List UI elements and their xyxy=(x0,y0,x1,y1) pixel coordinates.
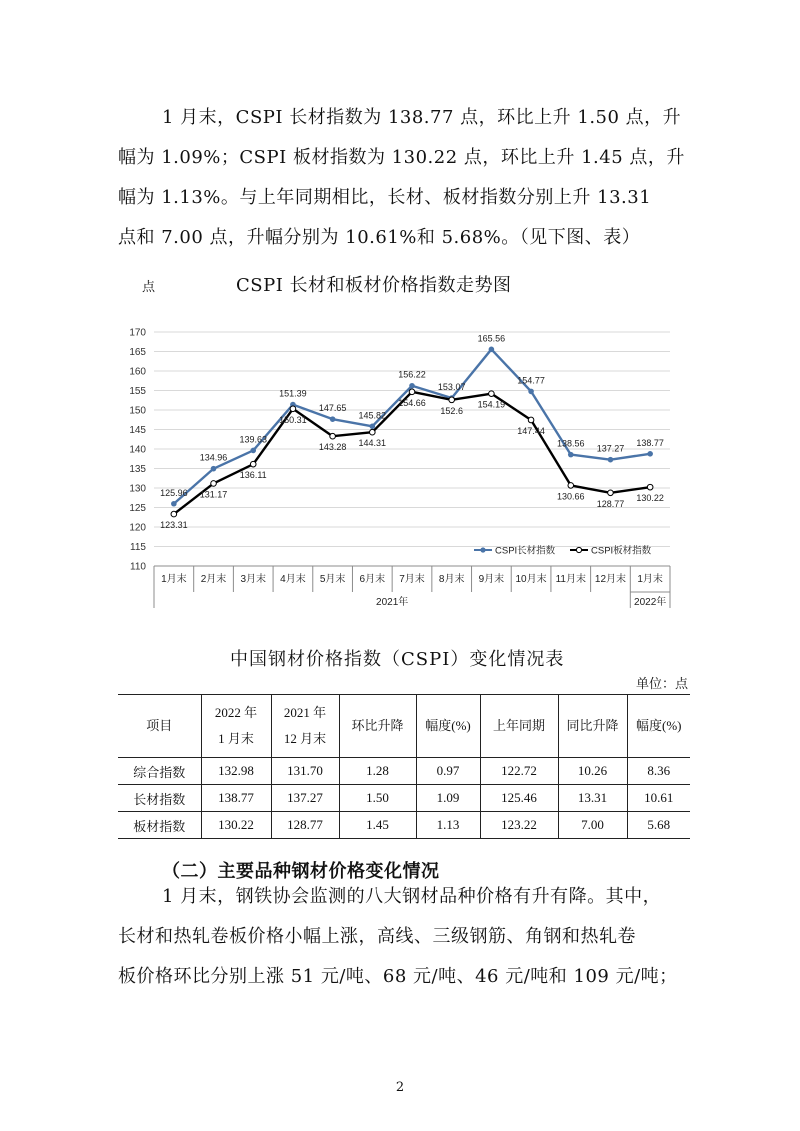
table-cell: 综合指数 xyxy=(118,758,201,785)
y-tick-label: 135 xyxy=(129,464,146,475)
table-cell: 0.97 xyxy=(416,758,480,785)
x-tick-label: 1月末 xyxy=(161,574,187,585)
data-point-long-products xyxy=(489,347,495,353)
header-2021-dec xyxy=(271,695,339,758)
y-tick-label: 155 xyxy=(129,386,146,397)
y-tick-label: 115 xyxy=(130,542,146,553)
header-line: 12 月末 xyxy=(283,731,327,746)
data-point-flat-products xyxy=(171,511,177,517)
data-point-flat-products xyxy=(250,461,256,467)
chart-title: CSPI 长材和板材价格指数走势图 xyxy=(236,275,512,296)
paragraph-line: 点和 7.00 点，升幅分别为 10.61%和 5.68%。（见下图、表） xyxy=(118,227,641,248)
data-label-long-products: 154.77 xyxy=(517,375,545,386)
header-mom-pct: 幅度(%) xyxy=(416,695,480,758)
data-label-long-products: 138.56 xyxy=(557,438,585,449)
y-tick-label: 130 xyxy=(129,483,146,495)
x-tick-label: 7月末 xyxy=(399,574,425,585)
table-cell: 板材指数 xyxy=(118,812,201,839)
data-label-flat-products: 130.66 xyxy=(557,491,585,502)
data-point-flat-products xyxy=(370,429,376,435)
header-last-year: 上年同期 xyxy=(480,695,558,758)
y-tick-label: 140 xyxy=(129,444,146,456)
data-point-long-products xyxy=(330,416,336,422)
table-cell: 13.31 xyxy=(558,785,627,812)
y-tick-label: 125 xyxy=(129,503,146,514)
x-tick-label: 8月末 xyxy=(438,574,465,585)
table-cell: 137.27 xyxy=(271,785,339,812)
table-cell: 10.61 xyxy=(627,785,690,812)
table-cell: 132.98 xyxy=(201,758,271,785)
cspi-table xyxy=(118,694,690,839)
header-line: 2021 年 xyxy=(283,705,327,720)
y-tick-label: 120 xyxy=(129,522,146,534)
data-point-long-products xyxy=(647,451,653,457)
x-tick-label: 10月末 xyxy=(515,574,547,585)
y-tick-label: 150 xyxy=(129,405,146,417)
table-cell: 1.09 xyxy=(416,785,480,812)
x-tick-label: 6月末 xyxy=(359,574,386,585)
data-label-long-products: 134.96 xyxy=(199,452,228,463)
legend-marker-long-products xyxy=(480,547,485,552)
header-line: 2022 年 xyxy=(214,705,258,720)
data-label-long-products: 125.96 xyxy=(160,487,188,498)
table-row xyxy=(118,812,690,839)
x-tick-label: 12月末 xyxy=(594,574,627,585)
data-point-long-products xyxy=(250,448,256,454)
data-point-flat-products xyxy=(647,484,653,490)
header-yoy-change: 同比升降 xyxy=(558,695,627,758)
paragraph-line: 幅为 1.13%。与上年同期相比，长材、板材指数分别上升 13.31 xyxy=(118,187,652,208)
table-row xyxy=(118,785,690,812)
header-mom-change: 环比升降 xyxy=(339,695,416,758)
section-heading: （二）主要品种钢材价格变化情况 xyxy=(162,861,440,882)
year-group-label: 2021年 xyxy=(376,597,409,608)
data-point-long-products xyxy=(370,424,376,430)
table-cell: 5.68 xyxy=(627,812,690,839)
table-row xyxy=(118,758,690,785)
table-cell: 1.45 xyxy=(339,812,416,839)
data-label-long-products: 151.39 xyxy=(279,388,307,399)
legend-marker-flat-products xyxy=(576,547,581,552)
paragraph-line: 1 月末，钢铁协会监测的八大钢材品种价格有升有降。其中， xyxy=(162,886,662,907)
data-point-flat-products xyxy=(489,391,495,397)
legend-label-long-products: CSPI长材指数 xyxy=(495,545,556,557)
y-tick-label: 110 xyxy=(130,561,146,573)
data-label-flat-products: 154.19 xyxy=(477,399,506,410)
data-label-flat-products: 152.6 xyxy=(440,405,463,416)
table-cell: 1.50 xyxy=(339,785,416,812)
data-point-flat-products xyxy=(409,389,415,395)
x-tick-label: 3月末 xyxy=(240,574,267,585)
data-label-flat-products: 150.31 xyxy=(279,414,307,425)
y-tick-label: 165 xyxy=(129,347,146,358)
data-point-flat-products xyxy=(528,417,534,423)
table-cell: 122.72 xyxy=(480,758,558,785)
table-cell: 8.36 xyxy=(627,758,690,785)
table-cell: 138.77 xyxy=(201,785,271,812)
data-label-long-products: 137.27 xyxy=(596,443,625,454)
table-cell: 10.26 xyxy=(558,758,627,785)
x-tick-label: 5月末 xyxy=(319,574,346,585)
table-cell: 123.22 xyxy=(480,812,558,839)
varieties-paragraph xyxy=(118,877,690,997)
header-2022-jan xyxy=(201,695,271,758)
data-point-flat-products xyxy=(568,483,574,489)
data-label-long-products: 139.63 xyxy=(239,434,267,445)
data-label-flat-products: 123.31 xyxy=(160,520,188,531)
data-label-long-products: 165.56 xyxy=(477,333,506,344)
data-label-long-products: 147.65 xyxy=(318,403,347,414)
data-point-long-products xyxy=(409,383,415,389)
data-label-flat-products: 136.11 xyxy=(239,470,267,481)
x-tick-label: 2月末 xyxy=(200,574,227,585)
y-tick-label: 145 xyxy=(129,425,146,436)
paragraph-line: 板价格环比分别上涨 51 元/吨、68 元/吨、46 元/吨和 109 元/吨； xyxy=(118,966,678,987)
legend-label-flat-products: CSPI板材指数 xyxy=(591,545,652,557)
line-chart xyxy=(118,316,690,612)
data-label-flat-products: 131.17 xyxy=(199,489,228,500)
y-tick-label: 160 xyxy=(129,366,146,378)
data-label-flat-products: 154.66 xyxy=(398,397,426,408)
table-cell: 7.00 xyxy=(558,812,627,839)
year-group-label: 2022年 xyxy=(634,597,667,608)
x-tick-label: 4月末 xyxy=(280,574,306,585)
data-label-flat-products: 147.44 xyxy=(517,425,545,436)
table-cell: 131.70 xyxy=(271,758,339,785)
data-point-long-products xyxy=(211,466,217,472)
intro-paragraph xyxy=(118,98,690,258)
data-point-long-products xyxy=(528,389,534,395)
data-label-flat-products: 128.77 xyxy=(596,498,625,509)
table-cell: 1.28 xyxy=(339,758,416,785)
table-cell: 长材指数 xyxy=(118,785,201,812)
header-line: 1 月末 xyxy=(218,731,254,746)
chart-y-unit: 点 xyxy=(142,280,156,295)
data-label-flat-products: 144.31 xyxy=(358,438,387,449)
x-tick-label: 1月末 xyxy=(637,574,663,585)
data-label-long-products: 153.07 xyxy=(437,382,466,393)
table-cell: 130.22 xyxy=(201,812,271,839)
data-point-flat-products xyxy=(608,490,614,496)
x-tick-label: 11月末 xyxy=(555,574,586,585)
table-title: 中国钢材价格指数（CSPI）变化情况表 xyxy=(230,649,565,670)
paragraph-line: 幅为 1.09%；CSPI 板材指数为 130.22 点，环比上升 1.45 点，升 xyxy=(118,147,685,168)
data-label-long-products: 156.22 xyxy=(398,369,426,380)
table-cell: 1.13 xyxy=(416,812,480,839)
table-cell: 125.46 xyxy=(480,785,558,812)
paragraph-line: 长材和热轧卷板价格小幅上涨，高线、三级钢筋、角钢和热轧卷 xyxy=(118,926,636,947)
page-number: 2 xyxy=(395,1080,405,1095)
data-point-long-products xyxy=(568,452,574,458)
data-point-long-products xyxy=(608,457,614,463)
y-tick-label: 170 xyxy=(129,327,146,339)
x-tick-label: 9月末 xyxy=(478,574,505,585)
table-cell: 128.77 xyxy=(271,812,339,839)
data-point-flat-products xyxy=(211,481,217,487)
table-unit: 单位：点 xyxy=(635,677,688,692)
data-label-flat-products: 143.28 xyxy=(318,442,347,453)
data-label-long-products: 145.82 xyxy=(358,410,387,421)
data-label-flat-products: 130.22 xyxy=(636,493,664,504)
header-yoy-pct: 幅度(%) xyxy=(627,695,690,758)
data-label-long-products: 138.77 xyxy=(636,437,664,448)
table-header-row xyxy=(118,695,690,758)
paragraph-line: 1 月末，CSPI 长材指数为 138.77 点，环比上升 1.50 点，升 xyxy=(162,107,682,128)
header-item: 项目 xyxy=(118,695,201,758)
data-point-flat-products xyxy=(330,433,336,439)
data-point-long-products xyxy=(171,501,177,507)
data-point-flat-products xyxy=(449,397,455,403)
data-point-flat-products xyxy=(290,406,296,412)
